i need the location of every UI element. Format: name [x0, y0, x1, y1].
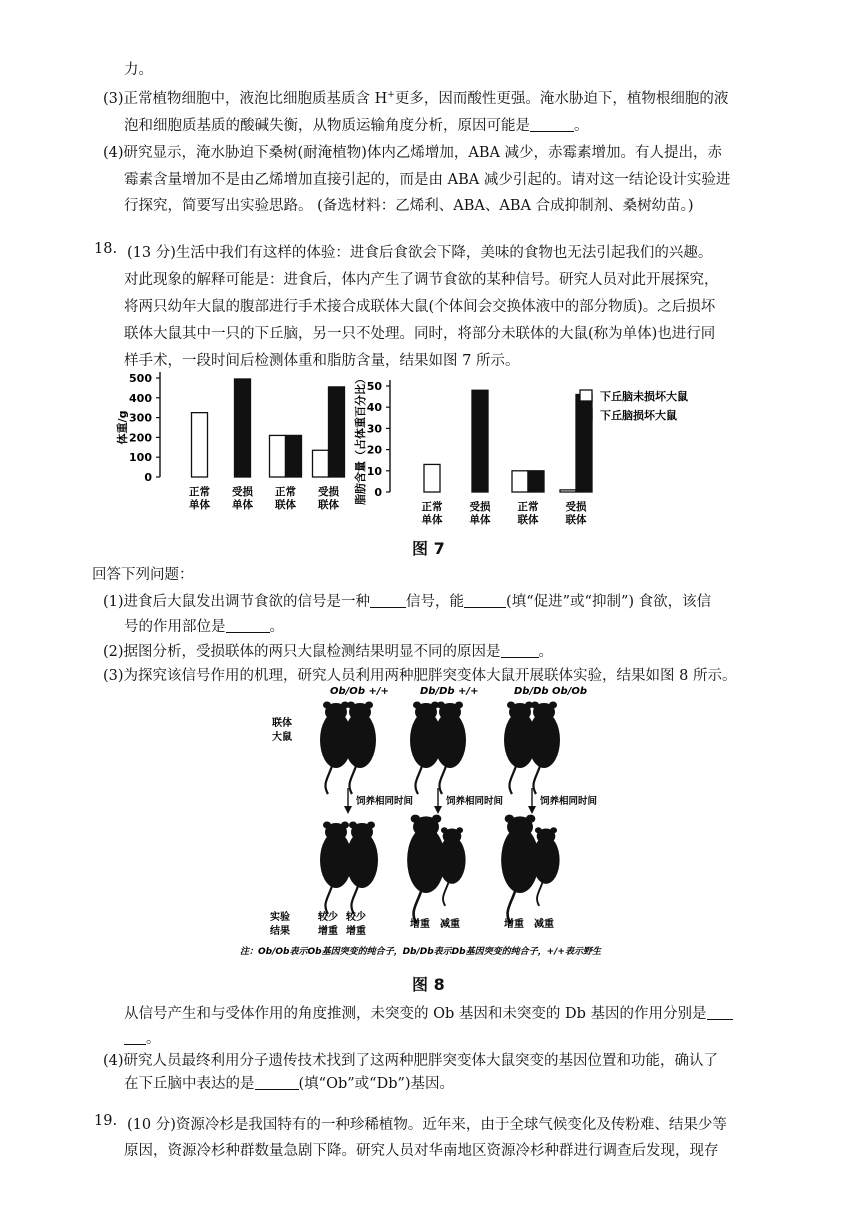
x-tick-label: 单体 [421, 514, 443, 526]
answer-blank[interactable] [464, 593, 506, 609]
answer-blank[interactable] [707, 1005, 733, 1021]
y-tick-label: 300 [129, 411, 152, 425]
result-label: 增重 [410, 919, 430, 930]
result-label: 减重 [440, 919, 460, 930]
x-tick-label: 受损 [232, 486, 253, 498]
pair-genotype-label: Db/Db Ob/Ob [514, 686, 588, 697]
x-tick-label: 正常 [275, 486, 296, 498]
y-tick-label: 50 [366, 380, 382, 393]
y-tick-label: 20 [366, 443, 382, 457]
result-label: 增重 [346, 926, 366, 937]
q18-sub4-line2: 在下丘脑中表达的是 (填“Ob”或“Db”)基因。 [124, 1076, 455, 1092]
legend-swatch-unharmed [580, 390, 592, 401]
down-arrow-icon [528, 806, 536, 814]
q18-sub4-line1: (4)研究人员最终利用分子遗传技术找到了这两种肥胖突变体大鼠突变的基因位置和功能，确认了 [103, 1053, 719, 1069]
q19-stem-line2: 原因，资源冷杉种群数量急剧下降。研究人员对华南地区资源冷杉种群进行调查后发现，现存 [124, 1143, 719, 1159]
result-label-2: 结果 [270, 926, 290, 937]
answer-blank[interactable] [370, 593, 406, 609]
rat-icon [344, 702, 376, 795]
x-tick-label: 受损 [565, 501, 587, 513]
y-tick-label: 500 [129, 372, 152, 385]
q18-stem-line2: 对此现象的解释可能是：进食后，体内产生了调节食欲的某种信号。研究人员对此开展探究， [124, 272, 719, 288]
fig8-bottom-row [317, 815, 560, 937]
figure-7-caption: 图 7 [412, 539, 445, 558]
q17-part3-line1: (3)正常植物细胞中，液泡比细胞质基质含 H+更多，因而酸性更强。淹水胁迫下，植物根细胞的液 [103, 90, 729, 107]
legend-label-unharmed: 下丘脑未损坏大鼠 [600, 390, 688, 403]
y-tick-label: 10 [366, 464, 382, 478]
rat-icon [528, 702, 560, 795]
result-label: 增重 [318, 926, 338, 937]
x-tick-label: 正常 [421, 501, 443, 513]
row-label-pairs-1: 联体 [272, 718, 292, 729]
row-label-pairs-2: 大鼠 [272, 732, 292, 743]
legend-label-damaged: 下丘脑损坏大鼠 [600, 409, 677, 422]
x-tick-label: 受损 [318, 486, 339, 498]
result-label: 较少 [346, 912, 366, 923]
rat-icon [434, 702, 466, 795]
answer-blank[interactable] [226, 618, 270, 634]
rat-icon [346, 822, 378, 915]
x-tick-label: 正常 [517, 501, 539, 513]
body-weight-chart [115, 372, 345, 511]
q18-sub1-line1: (1)进食后大鼠发出调节食欲的信号是一种 信号，能 (填“促进”或“抑制”) 食欲，该信 [103, 594, 712, 610]
x-tick-label: 联体 [275, 499, 296, 511]
arrow-label: 饲养相同时间 [540, 796, 598, 807]
y-tick-label: 40 [366, 401, 382, 415]
arrow-label: 饲养相同时间 [356, 796, 414, 807]
x-tick-label: 单体 [189, 499, 210, 511]
q17-part4-line2: 霉素含量增加不是由乙烯增加直接引起的，而是由 ABA 减少引起的。请对这一结论设计实验进 [124, 172, 731, 188]
y-tick-label: 100 [129, 451, 152, 465]
q18-number: 18. [94, 241, 118, 257]
bar-unharmed [192, 413, 208, 477]
rat-icon [532, 827, 559, 906]
q18-sub1-line2: 号的作用部位是 。 [124, 619, 284, 635]
result-label-1: 实验 [270, 912, 290, 923]
legend-swatch-damaged [580, 409, 592, 420]
rat-icon [407, 815, 445, 924]
q17-line0: 力。 [124, 62, 153, 78]
x-tick-label: 联体 [318, 499, 339, 511]
q19-number: 19. [94, 1113, 118, 1129]
result-label: 增重 [504, 919, 524, 930]
x-tick-label: 联体 [565, 514, 587, 526]
q18-stem-line3: 将两只幼年大鼠的腹部进行手术接合成联体大鼠(个体间会交换体液中的部分物质)。之后损坏 [124, 299, 716, 315]
down-arrow-icon [344, 806, 352, 814]
answer-intro: 回答下列问题： [92, 567, 194, 583]
q17-part4-line3: 行探究，简要写出实验思路。 (备选材料：乙烯利、ABA、ABA 合成抑制剂、桑树幼苗。) [124, 198, 694, 214]
bar-unharmed [313, 450, 329, 477]
q17-part3-line2: 泡和细胞质基质的酸碱失衡，从物质运输角度分析，原因可能是 。 [124, 118, 589, 134]
rat-icon [501, 815, 539, 924]
q18-sub2: (2)据图分析，受损联体的两只大鼠检测结果明显不同的原因是 。 [103, 644, 554, 660]
q19-stem-line1: (10 分)资源冷杉是我国特有的一种珍稀植物。近年来，由于全球气候变化及传粉难、结果少等 [127, 1117, 727, 1133]
bar-damaged [235, 379, 251, 477]
y-tick-label: 400 [129, 391, 152, 405]
q17-part4-line1: (4)研究显示，淹水胁迫下桑树(耐淹植物)体内乙烯增加，ABA 减少，赤霉素增加。有人提出，赤 [103, 145, 723, 161]
q18-stem-line1: (13 分)生活中我们有这样的体验：进食后食欲会下降，美味的食物也无法引起我们的兴趣。 [127, 245, 713, 261]
arrow-label: 饲养相同时间 [446, 796, 504, 807]
answer-blank[interactable] [530, 117, 574, 133]
figure-8 [240, 684, 640, 960]
fat-content-chart [353, 373, 592, 526]
y-tick-label: 0 [144, 471, 152, 484]
y-axis-label: 脂肪含量（占体重百分比） [354, 373, 367, 505]
down-arrow-icon [434, 806, 442, 814]
y-tick-label: 30 [366, 422, 382, 436]
bar-unharmed [512, 471, 528, 492]
chart-legend [580, 389, 688, 422]
y-tick-label: 0 [374, 486, 382, 499]
q18-stem-line5: 样手术，一段时间后检测体重和脂肪含量，结果如图 7 所示。 [124, 353, 520, 369]
fig8-top-row [320, 686, 598, 814]
q18-sub3-question-line1: 从信号产生和与受体作用的角度推测，未突变的 Ob 基因和未突变的 Db 基因的作用分别是 [124, 1002, 733, 1023]
x-tick-label: 单体 [232, 499, 253, 511]
bar-unharmed [560, 490, 576, 492]
answer-blank[interactable] [255, 1075, 299, 1091]
rat-icon [438, 827, 465, 906]
result-label: 较少 [318, 912, 338, 923]
figure-7 [110, 362, 720, 530]
answer-blank[interactable] [124, 1030, 146, 1046]
pair-genotype-label: Ob/Ob +/+ [330, 686, 389, 697]
y-axis-label: 体重/g [116, 410, 129, 445]
q18-sub3-question-line2: 。 [124, 1027, 161, 1048]
y-tick-label: 200 [129, 431, 152, 445]
x-tick-label: 正常 [189, 486, 210, 498]
q18-stem-line4: 联体大鼠其中一只的下丘脑，另一只不处理。同时，将部分未联体的大鼠(称为单体)也进行同 [124, 326, 716, 342]
result-label: 减重 [534, 919, 554, 930]
figure-8-caption: 图 8 [412, 975, 445, 994]
x-tick-label: 联体 [517, 514, 539, 526]
bar-damaged [528, 471, 544, 492]
bar-unharmed [270, 435, 286, 477]
bar-unharmed [424, 464, 440, 492]
fig8-note: 注：Ob/Ob表示Ob基因突变的纯合子，Db/Db表示Db基因突变的纯合子，+/+表示野生 [240, 947, 601, 957]
q18-sub3: (3)为探究该信号作用的机理，研究人员利用两种肥胖突变体大鼠开展联体实验，结果如图 8 所示。 [103, 668, 737, 684]
x-tick-label: 受损 [469, 501, 491, 513]
bar-damaged [472, 390, 488, 492]
bar-damaged [286, 435, 302, 477]
pair-genotype-label: Db/Db +/+ [420, 686, 479, 697]
bar-damaged [329, 387, 345, 477]
x-tick-label: 单体 [469, 514, 491, 526]
answer-blank[interactable] [501, 643, 539, 659]
